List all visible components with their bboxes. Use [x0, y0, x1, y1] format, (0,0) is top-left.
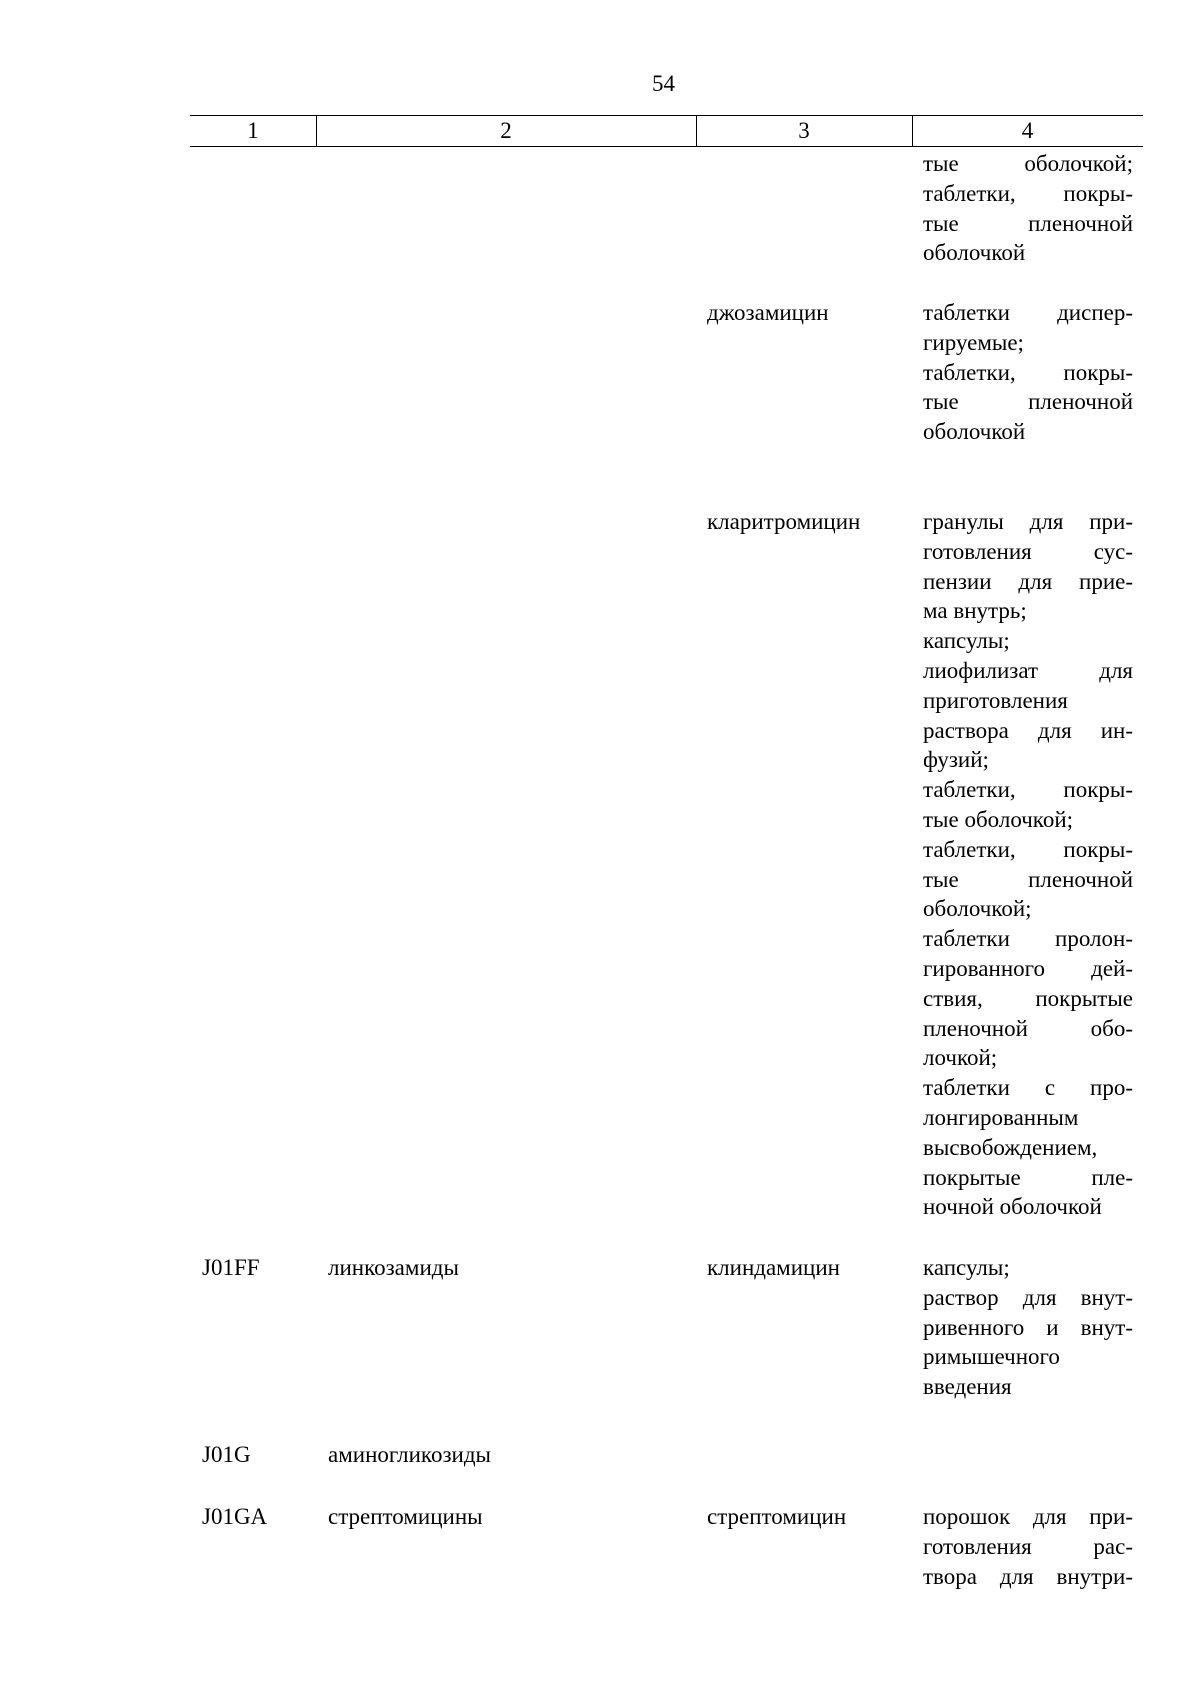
forms-line: высвобождением, [923, 1134, 1098, 1160]
header-col-3: 3 [798, 118, 810, 143]
atc-code: J01GA [202, 1504, 268, 1529]
drug-name: клиндамицин [707, 1255, 840, 1280]
forms-line: гированного дей- [923, 955, 1133, 981]
forms-line: готовления рас- [923, 1533, 1133, 1559]
forms-line: таблетки, покры- [923, 777, 1133, 803]
forms-line: оболочкой [923, 240, 1026, 266]
forms-line: пленочной обо- [923, 1015, 1133, 1041]
drug-name: стрептомицин [707, 1504, 847, 1529]
forms-line: введения [923, 1374, 1012, 1400]
table-row-forms [923, 298, 1133, 447]
group-name: стрептомицины [328, 1504, 483, 1529]
forms-line: раствор для внут- [923, 1284, 1133, 1310]
forms-line: пензии для прие- [923, 568, 1133, 594]
forms-line: оболочкой; [923, 896, 1032, 922]
table-row-forms [923, 507, 1133, 1222]
table-row-forms [923, 1502, 1133, 1591]
forms-line: таблетки пролон- [923, 926, 1133, 952]
forms-line: ма внутрь; [923, 598, 1027, 624]
forms-line: римышечного [923, 1344, 1060, 1370]
table-row-forms [923, 1253, 1133, 1402]
header-col-1: 1 [247, 118, 259, 143]
forms-line: таблетки, покры- [923, 180, 1133, 206]
forms-line: гируемые; [923, 329, 1024, 355]
forms-line: порошок для при- [923, 1504, 1133, 1529]
forms-line: фузий; [923, 747, 989, 773]
forms-line: таблетки, покры- [923, 359, 1133, 385]
table-header [190, 115, 1143, 147]
header-col-4: 4 [1021, 118, 1034, 143]
forms-line: таблетки, покры- [923, 836, 1133, 862]
drug-name: кларитромицин [707, 509, 861, 534]
forms-line: лонгированным [923, 1104, 1079, 1130]
forms-line: тые пленочной [923, 866, 1133, 892]
table-row-forms [923, 149, 1133, 268]
atc-code: J01G [202, 1442, 251, 1467]
forms-line: таблетки диспер- [923, 300, 1133, 325]
forms-line: ночной оболочкой [923, 1194, 1102, 1220]
page-number: 54 [652, 71, 675, 96]
forms-line: оболочкой [923, 419, 1026, 445]
header-col-2: 2 [500, 118, 512, 143]
forms-line: капсулы; [923, 1255, 1010, 1280]
forms-line: раствора для ин- [923, 717, 1133, 743]
forms-line: приготовления [923, 687, 1068, 713]
forms-line: тые оболочкой; [923, 151, 1133, 176]
forms-line: таблетки с про- [923, 1075, 1133, 1101]
forms-line: лиофилизат для [923, 657, 1133, 683]
atc-code: J01FF [202, 1255, 260, 1280]
forms-line: ствия, покрытые [923, 985, 1133, 1011]
group-name: линкозамиды [328, 1255, 459, 1280]
forms-line: капсулы; [923, 628, 1010, 654]
forms-line: готовления сус- [923, 538, 1133, 564]
forms-line: гранулы для при- [923, 509, 1133, 534]
forms-line: тые пленочной [923, 210, 1133, 236]
forms-line: лочкой; [923, 1045, 998, 1071]
group-name: аминогликозиды [328, 1442, 491, 1467]
forms-line: покрытые пле- [923, 1164, 1133, 1190]
forms-line: твора для внутри- [923, 1563, 1133, 1589]
forms-line: тые пленочной [923, 389, 1133, 415]
forms-line: ривенного и внут- [923, 1314, 1133, 1340]
forms-line: тые оболочкой; [923, 806, 1074, 832]
drug-name: джозамицин [707, 300, 829, 325]
